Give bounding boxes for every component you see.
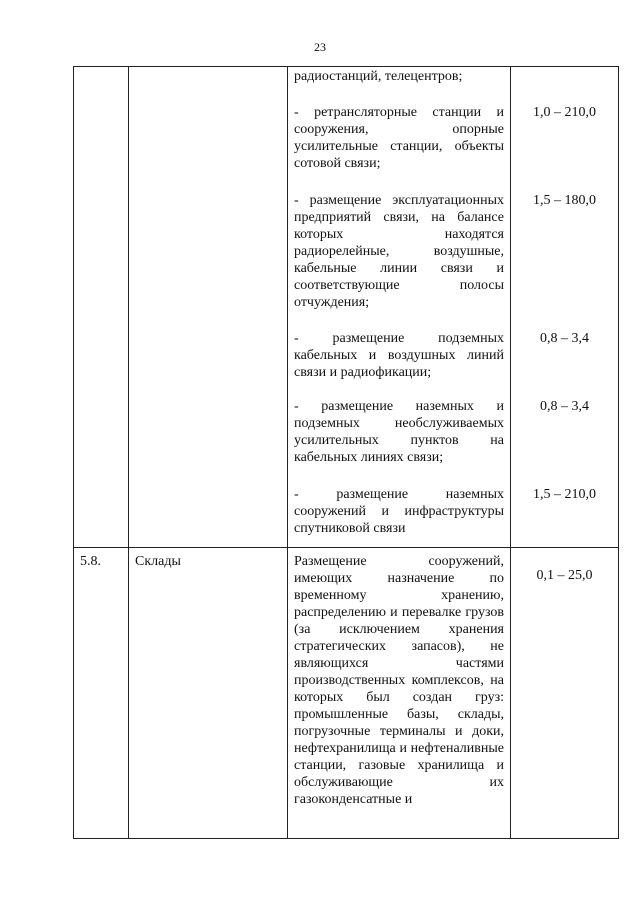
item-value: 0,8 – 3,4 bbox=[540, 399, 589, 414]
row-number: 5.8. bbox=[74, 548, 129, 839]
row-number bbox=[74, 67, 129, 548]
table-row bbox=[74, 548, 619, 839]
row-name: Склады bbox=[129, 548, 288, 839]
item-text: - размещение эксплуатационных предприятий связи, на балансе которых находятся радиорелейные, воздушные, кабельные линии связи и соответствующие полосы отчуждения; bbox=[294, 193, 504, 310]
item-text: радиостанций, телецентров; bbox=[294, 69, 463, 84]
row-name bbox=[129, 67, 288, 548]
row-description bbox=[288, 548, 511, 839]
land-use-table bbox=[73, 66, 619, 839]
item-value: 1,5 – 210,0 bbox=[533, 487, 596, 502]
table-row bbox=[74, 67, 619, 548]
item-text: Размещение сооружений, имеющих назначение по временному хранению, распределению и перевалке грузов (за исключением хранения стратегических запасов), не являющихся частями производственных комплексов, на которых был создан груз: промышленные базы, склады, погрузочные терминалы и доки, нефтехранилища и нефтеналивные станции, газовые хранилища и обслуживающие их газоконденсатные и bbox=[294, 554, 504, 807]
row-values bbox=[511, 548, 619, 839]
row-values bbox=[511, 67, 619, 548]
item-value: 0,1 – 25,0 bbox=[536, 568, 593, 583]
item-value: 1,5 – 180,0 bbox=[533, 193, 596, 208]
item-text: - ретрансляторные станции и сооружения, опорные усилительные станции, объекты сотовой связи; bbox=[294, 105, 504, 171]
item-value: 1,0 – 210,0 bbox=[533, 105, 596, 120]
row-description bbox=[288, 67, 511, 548]
item-text: - размещение наземных сооружений и инфраструктуры спутниковой связи bbox=[294, 487, 504, 536]
item-value: 0,8 – 3,4 bbox=[540, 331, 589, 346]
page-number: 23 bbox=[314, 40, 326, 54]
item-text: - размещение наземных и подземных необслуживаемых усилительных пунктов на кабельных линиях связи; bbox=[294, 399, 504, 465]
item-text: - размещение подземных кабельных и воздушных линий связи и радиофикации; bbox=[294, 331, 504, 380]
